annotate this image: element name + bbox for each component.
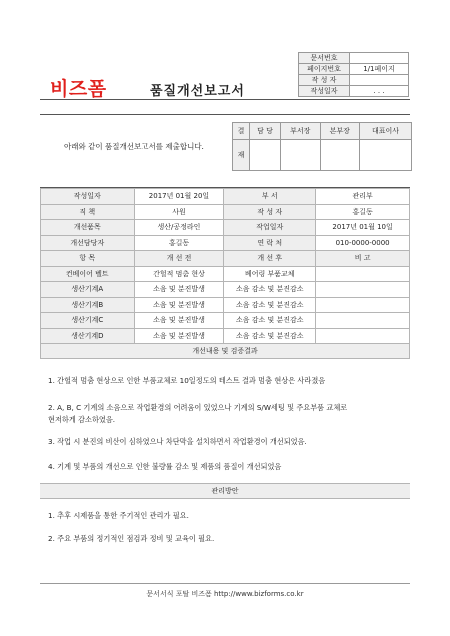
item-cell: 생산기계A: [41, 282, 135, 298]
result-item-continued: 현저하게 감소하였음.: [48, 415, 116, 424]
info-value: 생산/공정라인: [134, 220, 224, 236]
item-cell: 생산기계B: [41, 297, 135, 313]
meta-label: 문서번호: [299, 53, 350, 64]
header-divider: [40, 114, 410, 115]
info-value: 2017년 01월 10일: [316, 220, 410, 236]
info-label: 연 락 처: [224, 235, 316, 251]
approval-table: [232, 122, 412, 171]
meta-row: [299, 64, 409, 75]
before-cell: 소음 및 분진발생: [134, 297, 224, 313]
info-row: [41, 204, 410, 220]
meta-value: [350, 75, 409, 86]
approval-column-header: 대표이사: [359, 123, 411, 140]
table-row: [41, 313, 410, 329]
header-divider: [40, 99, 410, 100]
column-header: 개 선 전: [134, 251, 224, 267]
info-label: 개선담당자: [41, 235, 135, 251]
info-value: 홍길동: [134, 235, 224, 251]
info-row: [41, 220, 410, 236]
document-title: 품질개선보고서: [150, 84, 245, 99]
approval-column-header: 본부장: [320, 123, 359, 140]
info-value: 010-0000-0000: [316, 235, 410, 251]
table-row: [41, 282, 410, 298]
table-row: [41, 297, 410, 313]
result-item: 1. 간헐적 멈춤 현상으로 인한 부품교체로 10일정도의 테스트 결과 멈춤 현상은 사라졌음: [48, 376, 326, 385]
intro-text: 아래와 같이 품질개선보고서를 제출합니다.: [64, 142, 204, 151]
table-row: [41, 328, 410, 344]
approval-sign-box[interactable]: [320, 140, 359, 171]
info-label: 개선품목: [41, 220, 135, 236]
result-item: 3. 작업 시 분진의 비산이 심하였으나 차단막을 설치하면서 작업환경이 개선되었음.: [48, 437, 307, 446]
before-cell: 간헐적 멈춤 현상: [134, 266, 224, 282]
result-item: 4. 기계 및 부품의 개선으로 인한 불량률 감소 및 제품의 품질이 개선되었음: [48, 462, 282, 471]
approval-column-header: 부서장: [281, 123, 320, 140]
item-cell: 컨베이어 벨트: [41, 266, 135, 282]
info-label: 부 서: [224, 189, 316, 205]
info-label: 작성일자: [41, 189, 135, 205]
meta-label: 작성일자: [299, 86, 350, 97]
meta-label: 작 성 자: [299, 75, 350, 86]
plan-item: 2. 주요 부품의 정기적인 점검과 정비 및 교육이 필요.: [48, 534, 215, 543]
before-cell: 소음 및 분진발생: [134, 328, 224, 344]
meta-row: [299, 53, 409, 64]
table-row: [41, 266, 410, 282]
items-header-row: [41, 251, 410, 267]
info-label: 직 책: [41, 204, 135, 220]
note-cell: [316, 297, 410, 313]
before-cell: 소음 및 분진발생: [134, 282, 224, 298]
column-header: 항 목: [41, 251, 135, 267]
column-header: 개 선 후: [224, 251, 316, 267]
info-label: 작업일자: [224, 220, 316, 236]
after-cell: 소음 감소 및 분진감소: [224, 313, 316, 329]
note-cell: [316, 328, 410, 344]
after-cell: 소음 감소 및 분진감소: [224, 328, 316, 344]
approval-column-header: 담 당: [250, 123, 281, 140]
item-cell: 생산기계C: [41, 313, 135, 329]
meta-label: 페이지번호: [299, 64, 350, 75]
approval-sign-box[interactable]: [250, 140, 281, 171]
result-section-row: [41, 344, 410, 359]
after-cell: 소음 감소 및 분진감소: [224, 297, 316, 313]
document-meta-table: [298, 52, 409, 97]
plan-section-title: 관리방안: [40, 483, 410, 499]
approval-sign-box[interactable]: [359, 140, 411, 171]
note-cell: [316, 282, 410, 298]
meta-row: [299, 75, 409, 86]
result-item: 2. A, B, C 기계의 소음으로 작업환경의 어려움이 있었으나 기계의 S/W세팅 및 주요부품 교체로: [48, 403, 348, 412]
footer-divider: [40, 583, 410, 584]
note-cell: [316, 313, 410, 329]
note-cell: [316, 266, 410, 282]
item-cell: 생산기계D: [41, 328, 135, 344]
plan-item: 1. 추후 시제품을 통한 주기적인 관리가 필요.: [48, 511, 189, 520]
after-cell: 베어링 부품교체: [224, 266, 316, 282]
before-cell: 소음 및 분진발생: [134, 313, 224, 329]
footer-text: 문서서식 포탈 비즈폼 http://www.bizforms.co.kr: [146, 590, 304, 598]
meta-value: . . .: [350, 86, 409, 97]
brand-logo: 비즈폼: [50, 78, 107, 100]
column-header: 비 고: [316, 251, 410, 267]
info-value: 관리부: [316, 189, 410, 205]
info-row: [41, 235, 410, 251]
meta-row: [299, 86, 409, 97]
info-label: 작 성 자: [224, 204, 316, 220]
report-info-table: [40, 188, 410, 359]
meta-value: 1/1페이지: [350, 64, 409, 75]
approval-sign-box[interactable]: [281, 140, 320, 171]
meta-value: [350, 53, 409, 64]
info-value: 홍길동: [316, 204, 410, 220]
section-title: 개선내용 및 검증결과: [41, 344, 410, 359]
info-value: 2017년 01월 20일: [134, 189, 224, 205]
info-row: [41, 189, 410, 205]
after-cell: 소음 감소 및 분진감소: [224, 282, 316, 298]
info-value: 사원: [134, 204, 224, 220]
approval-side-label: 결: [233, 123, 250, 140]
approval-side-label: 재: [233, 140, 250, 171]
